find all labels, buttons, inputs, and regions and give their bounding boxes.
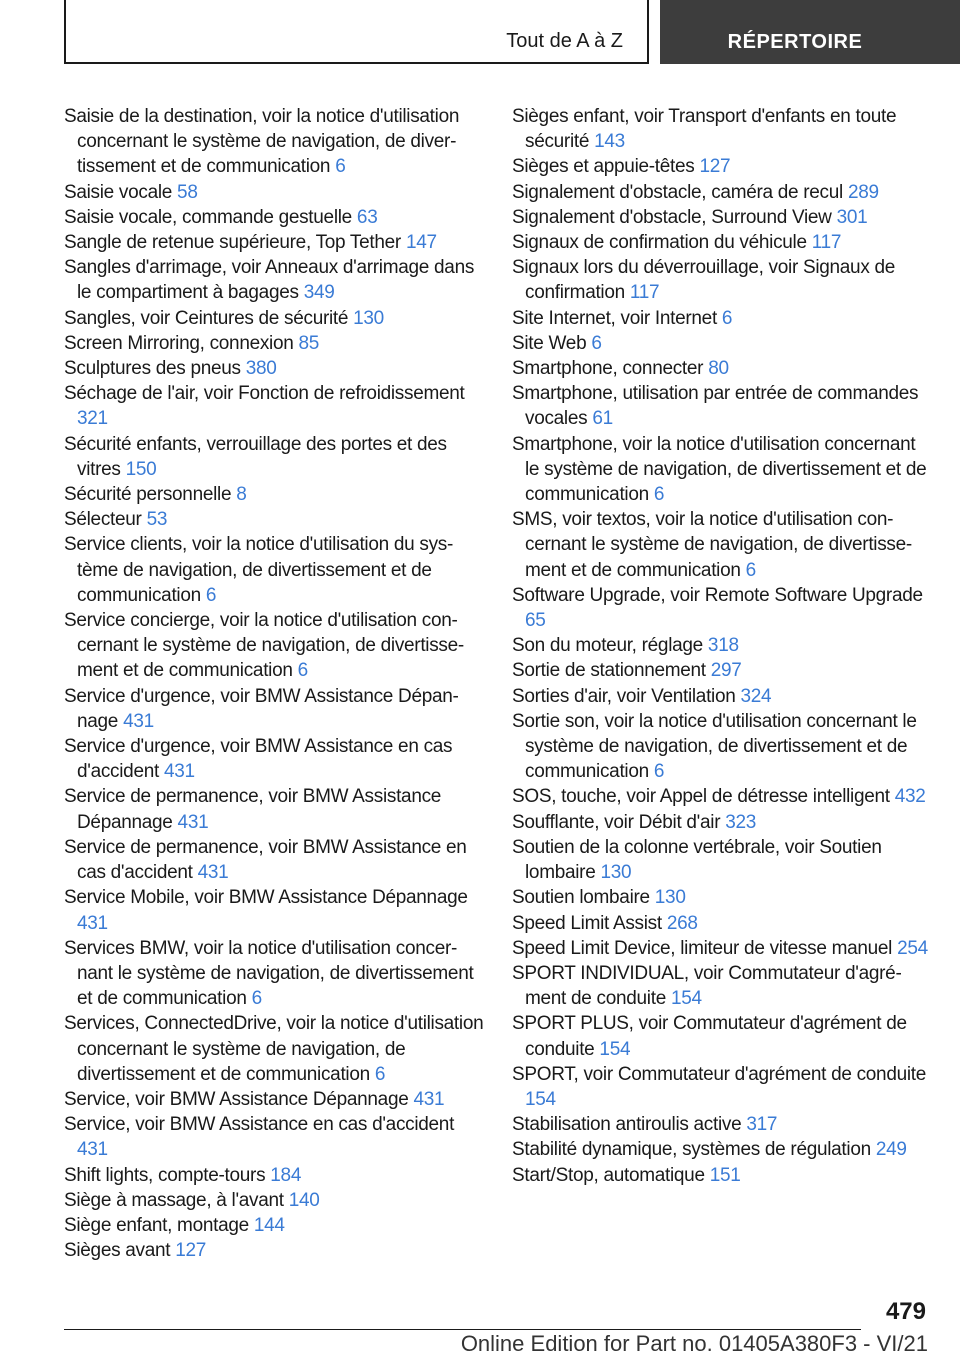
page-reference-link[interactable]: 184 <box>270 1164 302 1186</box>
index-entry <box>64 482 484 507</box>
index-entry-text: Sortie de stationnement <box>512 660 706 682</box>
chapter-tab-label: RÉPERTOIRE <box>727 31 863 53</box>
index-entry-text: Stabilité dynamique, systèmes de régulation <box>512 1139 871 1161</box>
page-reference-link[interactable]: 154 <box>599 1038 631 1060</box>
index-entry-text: Sangle de retenue supérieure, Top Tether <box>64 232 401 254</box>
index-entry-text: Start/Stop, automatique <box>512 1164 705 1186</box>
page-reference-link[interactable]: 144 <box>253 1214 285 1236</box>
index-entry <box>512 1112 932 1137</box>
page-reference-link[interactable]: 431 <box>123 710 154 732</box>
index-entry <box>512 180 932 205</box>
page-reference-link[interactable]: 6 <box>745 559 756 581</box>
index-entry <box>512 1163 932 1188</box>
page-number: 479 <box>885 1298 926 1325</box>
index-entry <box>64 205 484 230</box>
page-reference-link[interactable]: 318 <box>707 635 739 657</box>
page-reference-link[interactable]: 117 <box>811 232 842 254</box>
page-reference-link[interactable]: 301 <box>836 206 868 228</box>
page-reference-link[interactable]: 140 <box>288 1189 320 1211</box>
index-entry-text: Screen Mirroring, connexion <box>64 332 294 354</box>
index-entry <box>64 608 484 684</box>
index-entry-text: Site Web <box>512 332 587 354</box>
index-entry-text: Sécurité personnelle <box>64 484 232 506</box>
page-reference-link[interactable]: 297 <box>710 660 742 682</box>
index-entry-text: Services BMW, voir la notice d'utilisation concernant le système de navigation, de divertissement et de communication <box>64 937 474 1010</box>
index-entry <box>512 205 932 230</box>
index-entry-text: Service clients, voir la notice d'utilisation du système de navigation, de divertissement et de communication <box>64 534 454 606</box>
edition-note: Online Edition for Part no. 01405A380F3 - VI/21 <box>460 1331 928 1356</box>
index-entry-text: Smartphone, utilisation par entrée de commandes vocales <box>512 383 919 430</box>
index-entry <box>512 709 932 785</box>
page-reference-link[interactable]: 324 <box>740 685 772 707</box>
index-entry-text: Sangles, voir Ceintures de sécurité <box>64 307 349 329</box>
index-entry-text: Service d'urgence, voir BMW Assistance en cas d'accident <box>64 736 453 783</box>
page-reference-link[interactable]: 8 <box>236 484 247 506</box>
index-entry <box>64 1112 484 1162</box>
index-entry-text: Séchage de l'air, voir Fonction de refroidissement <box>64 383 465 405</box>
index-column-left <box>64 104 484 1263</box>
index-entry-text: Sorties d'air, voir Ventilation <box>512 685 736 707</box>
footer-divider <box>64 1329 861 1330</box>
page-reference-link[interactable]: 117 <box>629 282 660 304</box>
page-reference-link[interactable]: 249 <box>875 1139 907 1161</box>
index-entry <box>512 507 932 583</box>
index-entry-text: Son du moteur, réglage <box>512 635 703 657</box>
page-reference-link[interactable]: 431 <box>413 1088 445 1110</box>
index-entry <box>64 1163 484 1188</box>
index-entry <box>64 381 484 431</box>
index-entry-text: SMS, voir textos, voir la notice d'utilisation concernant le système de navigation, de divertissement et de communication <box>512 509 913 581</box>
index-entry-text: Shift lights, compte-tours <box>64 1164 266 1186</box>
index-entry <box>64 936 484 1012</box>
page-reference-link[interactable]: 254 <box>897 937 928 959</box>
index-entry <box>512 961 932 1011</box>
index-entry <box>512 810 932 835</box>
index-entry-text: Soufflante, voir Débit d'air <box>512 811 721 833</box>
index-entry-text: SPORT, voir Commutateur d'agrément de conduite <box>512 1063 927 1085</box>
page-reference-link[interactable]: 323 <box>725 811 757 833</box>
index-entry-text: Sculptures des pneus <box>64 358 241 380</box>
index-entry-text: SPORT INDIVIDUAL, voir Commutateur d'agrément de conduite <box>512 962 902 1010</box>
index-entry-text: Saisie vocale, commande gestuelle <box>64 206 352 228</box>
index-entry <box>512 381 932 431</box>
chapter-tab <box>660 0 960 64</box>
page-reference-link[interactable]: 143 <box>594 131 625 153</box>
index-entry-text: Signalement d'obstacle, Surround View <box>512 206 832 228</box>
page-reference-link[interactable]: 127 <box>175 1240 207 1262</box>
index-entry <box>64 885 484 935</box>
index-entry <box>64 432 484 482</box>
index-entry-text: Software Upgrade, voir Remote Software Upgrade <box>512 584 923 606</box>
page-reference-link[interactable]: 6 <box>721 307 733 329</box>
index-entry <box>512 936 932 961</box>
index-entry <box>64 104 484 180</box>
index-column-right <box>512 104 932 1188</box>
page-reference-link[interactable]: 6 <box>653 761 665 783</box>
index-entry-text: Speed Limit Device, limiteur de vitesse manuel <box>512 937 893 959</box>
page-reference-link[interactable]: 431 <box>77 1139 108 1161</box>
index-entry-text: SOS, touche, voir Appel de détresse intelligent <box>512 786 890 808</box>
index-entry-text: Sièges avant <box>64 1240 171 1262</box>
index-entry <box>64 1011 484 1087</box>
index-entry <box>512 1137 932 1162</box>
index-entry <box>512 684 932 709</box>
page-reference-link[interactable]: 432 <box>894 786 926 808</box>
page-reference-link[interactable]: 63 <box>356 206 378 228</box>
page-reference-link[interactable]: 61 <box>592 408 613 430</box>
index-entry-text: Service, voir BMW Assistance en cas d'accident <box>64 1114 455 1136</box>
index-entry <box>512 306 932 331</box>
page-reference-link[interactable]: 150 <box>125 458 157 480</box>
page-reference-link[interactable]: 6 <box>205 584 217 606</box>
index-entry <box>512 230 932 255</box>
index-entry <box>512 633 932 658</box>
index-entry <box>512 356 932 381</box>
page-reference-link[interactable]: 130 <box>600 862 632 884</box>
page-reference-link[interactable]: 65 <box>525 610 546 632</box>
index-entry <box>64 255 484 305</box>
page-reference-link[interactable]: 431 <box>177 811 209 833</box>
index-entry <box>512 835 932 885</box>
index-entry-text: Siège à massage, à l'avant <box>64 1189 284 1211</box>
index-entry <box>64 356 484 381</box>
page-reference-link[interactable]: 321 <box>77 408 108 430</box>
index-entry <box>512 885 932 910</box>
page-reference-link[interactable]: 289 <box>847 181 879 203</box>
index-entry-text: Saisie de la destination, voir la notice d'utilisation concernant le système de navigation, de divertissement et de communication <box>64 106 460 178</box>
index-entry <box>64 306 484 331</box>
index-entry-text: Signaux lors du déverrouillage, voir Signaux de confirmation <box>512 257 896 304</box>
index-entry-text: Saisie vocale <box>64 181 173 203</box>
index-entry <box>512 1011 932 1061</box>
page-reference-link[interactable]: 431 <box>77 912 108 934</box>
index-entry-text: Speed Limit Assist <box>512 912 662 934</box>
page-reference-link[interactable]: 431 <box>197 862 229 884</box>
page-reference-link[interactable]: 80 <box>708 358 729 380</box>
index-entry-text: Sélecteur <box>64 509 142 531</box>
index-entry <box>64 835 484 885</box>
index-entry <box>64 230 484 255</box>
page-reference-link[interactable]: 268 <box>666 912 698 934</box>
index-entry-text: Soutien lombaire <box>512 887 650 909</box>
index-entry-text: Services, ConnectedDrive, voir la notice d'utilisation concernant le système de navigation, de divertissement et de communication <box>64 1013 484 1085</box>
index-entry <box>512 658 932 683</box>
index-entry <box>64 532 484 608</box>
index-entry-text: Sangles d'arrimage, voir Anneaux d'arrimage dans le compartiment à bagages <box>64 257 475 304</box>
page-reference-link[interactable]: 6 <box>297 660 308 682</box>
page-reference-link[interactable]: 53 <box>146 509 168 531</box>
page-reference-link[interactable]: 154 <box>670 988 702 1010</box>
index-entry-text: Sortie son, voir la notice d'utilisation concernant le système de navigation, de divertissement et de communication <box>512 710 917 783</box>
index-entry-text: Smartphone, voir la notice d'utilisation concernant le système de navigation, de divertissement et de communication <box>512 433 927 506</box>
page-reference-link[interactable]: 130 <box>353 307 384 329</box>
index-entry <box>512 784 932 809</box>
index-entry <box>64 507 484 532</box>
page-reference-link[interactable]: 6 <box>335 156 346 178</box>
index-entry <box>64 1188 484 1213</box>
index-entry-text: Smartphone, connecter <box>512 358 704 380</box>
index-entry <box>512 432 932 508</box>
header-section-box <box>64 0 649 64</box>
index-entry-text: Signaux de confirmation du véhicule <box>512 232 807 254</box>
index-entry-text: Service de permanence, voir BMW Assistance en cas d'accident <box>64 836 467 884</box>
page-reference-link[interactable]: 6 <box>653 484 665 506</box>
index-entry <box>64 784 484 834</box>
index-entry <box>64 1238 484 1263</box>
page-reference-link[interactable]: 58 <box>177 181 198 203</box>
index-entry-text: Sièges et appuie-têtes <box>512 156 695 178</box>
index-entry-text: Service de permanence, voir BMW Assistance Dépannage <box>64 786 442 833</box>
section-title: Tout de A à Z <box>506 30 623 52</box>
index-entry-text: SPORT PLUS, voir Commutateur d'agrément de conduite <box>512 1013 907 1060</box>
page-reference-link[interactable]: 151 <box>709 1164 741 1186</box>
page-reference-link[interactable]: 85 <box>298 332 320 354</box>
page-reference-link[interactable]: 6 <box>251 988 262 1010</box>
index-entry-text: Sièges enfant, voir Transport d'enfants en toute sécurité <box>512 106 897 153</box>
index-entry <box>64 734 484 784</box>
page-reference-link[interactable]: 317 <box>746 1114 778 1136</box>
index-entry-text: Service concierge, voir la notice d'utilisation concernant le système de navigation, de divertissement et de communication <box>64 610 465 682</box>
index-entry <box>512 911 932 936</box>
index-entry <box>512 1062 932 1112</box>
page-reference-link[interactable]: 380 <box>245 358 277 380</box>
index-entry-text: Service d'urgence, voir BMW Assistance Dépannage <box>64 685 459 732</box>
index-entry <box>64 1213 484 1238</box>
index-entry-text: Stabilisation antiroulis active <box>512 1114 742 1136</box>
index-entry <box>512 154 932 179</box>
index-entry-text: Soutien de la colonne vertébrale, voir Soutien lombaire <box>512 836 882 884</box>
index-entry-text: Signalement d'obstacle, caméra de recul <box>512 181 843 203</box>
page-reference-link[interactable]: 154 <box>525 1088 556 1110</box>
index-entry-text: Sécurité enfants, verrouillage des portes et des vitres <box>64 433 447 480</box>
page-reference-link[interactable]: 147 <box>405 232 437 254</box>
index-entry-text: Service, voir BMW Assistance Dépannage <box>64 1088 409 1110</box>
page-reference-link[interactable]: 6 <box>591 332 602 354</box>
index-entry-text: Service Mobile, voir BMW Assistance Dépannage <box>64 887 468 909</box>
index-entry-text: Siège enfant, montage <box>64 1214 249 1236</box>
index-entry <box>64 1087 484 1112</box>
index-entry <box>512 583 932 633</box>
index-entry <box>512 331 932 356</box>
index-entry <box>512 104 932 154</box>
page-reference-link[interactable]: 127 <box>699 156 731 178</box>
page-reference-link[interactable]: 130 <box>654 887 686 909</box>
index-entry <box>64 684 484 734</box>
page-reference-link[interactable]: 349 <box>303 282 335 304</box>
page-reference-link[interactable]: 431 <box>163 761 195 783</box>
index-entry <box>512 255 932 305</box>
page-reference-link[interactable]: 6 <box>374 1063 386 1085</box>
index-entry <box>64 180 484 205</box>
index-entry <box>64 331 484 356</box>
index-entry-text: Site Internet, voir Internet <box>512 307 717 329</box>
